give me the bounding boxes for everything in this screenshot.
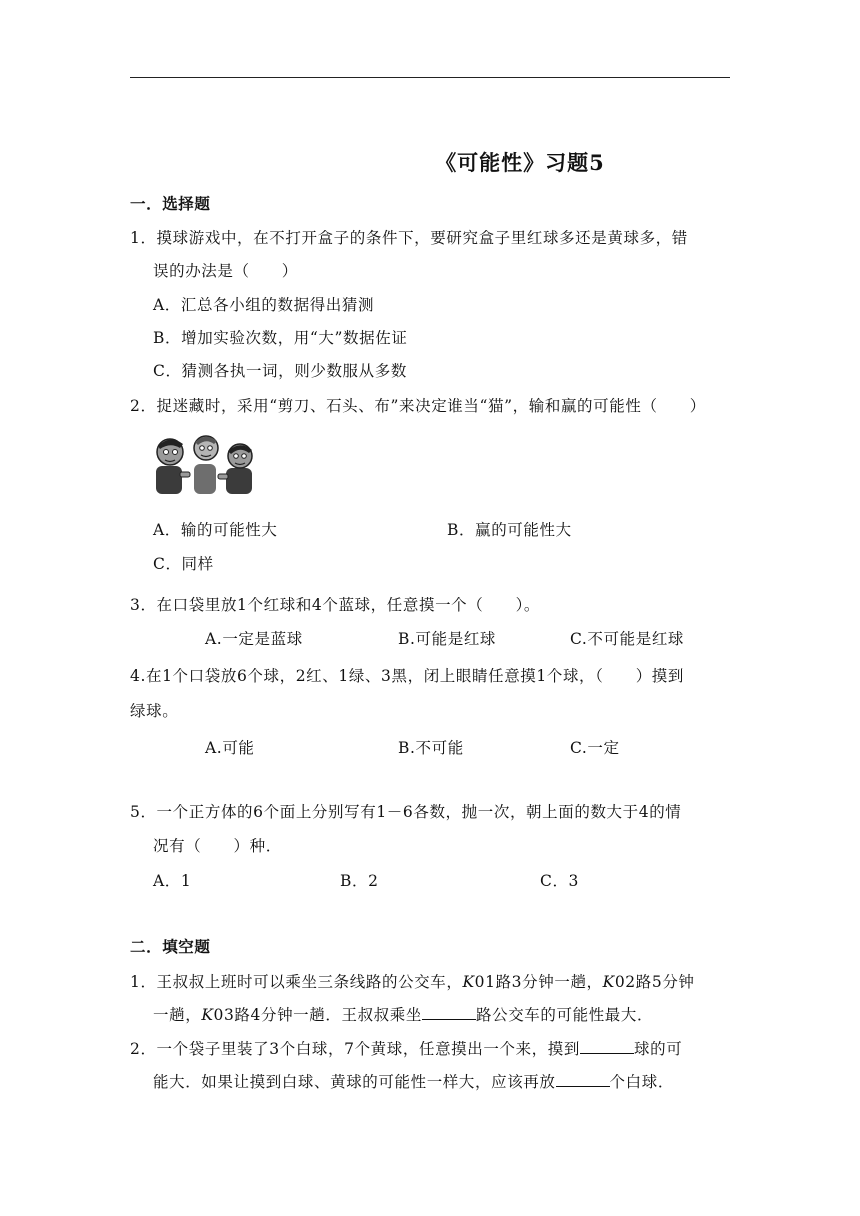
q2-option-a: A．输的可能性大 (153, 521, 278, 539)
header-rule (130, 77, 730, 78)
q3-option-b: B.可能是红球 (398, 630, 497, 648)
q4-stem-line2: 绿球。 (130, 702, 179, 720)
f2-text-a: 2．一个袋子里装了3个白球，7个黄球，任意摸出一个来，摸到 (130, 1040, 580, 1058)
q4-option-c: C.一定 (570, 739, 620, 757)
q3-stem: 3．在口袋里放1个红球和4个蓝球，任意摸一个（ ）。 (130, 596, 541, 614)
q1-option-c: C．猜测各执一词，则少数服从多数 (153, 362, 407, 380)
f1-text-e: 03路4分钟一趟．王叔叔乘坐 (213, 1006, 422, 1024)
section-heading-fill: 二．填空题 (130, 937, 211, 956)
q5-stem-line1: 5．一个正方体的6个面上分别写有1－6各数，抛一次，朝上面的数大于4的情 (130, 803, 682, 821)
f1-answer-blank[interactable] (422, 1005, 476, 1020)
q3-option-a: A.一定是蓝球 (205, 630, 303, 648)
q5-option-b: B．2 (340, 872, 379, 890)
q4-stem-line1: 4.在1个口袋放6个球，2红、1绿、3黑，闭上眼睛任意摸1个球，（ ）摸到 (130, 667, 685, 685)
q1-option-a: A．汇总各小组的数据得出猜测 (153, 296, 375, 314)
f1-line2 (153, 1003, 653, 1025)
q3-option-c: C.不可能是红球 (570, 630, 685, 648)
q1-stem-line2: 误的办法是（ ） (153, 262, 298, 280)
f2-text-c: 能大．如果让摸到白球、黄球的可能性一样大，应该再放 (153, 1073, 556, 1091)
f1-line1 (130, 970, 695, 992)
kids-illustration (150, 432, 262, 498)
f1-text-d: 一趟， (153, 1006, 202, 1024)
section-heading-choice: 一．选择题 (130, 194, 211, 213)
f2-answer-blank-1[interactable] (580, 1039, 634, 1054)
f1-route-k03-prefix: K (201, 1006, 214, 1024)
f2-line2 (153, 1070, 674, 1092)
f1-text-b: 01路3分钟一趟， (474, 973, 603, 991)
f1-route-k02-prefix: K (602, 973, 615, 991)
q4-option-a: A.可能 (205, 739, 255, 757)
f2-answer-blank-2[interactable] (556, 1072, 610, 1087)
q5-option-a: A．1 (153, 872, 192, 890)
q2-option-b: B．赢的可能性大 (447, 521, 572, 539)
f2-text-d: 个白球． (609, 1073, 674, 1091)
f2-text-b: 球的可 (634, 1040, 683, 1058)
page-title: 《可能性》习题5 (435, 150, 605, 175)
q5-option-c: C．3 (540, 872, 580, 890)
f1-text-f: 路公交车的可能性最大． (476, 1006, 654, 1024)
kid-middle-figure (194, 436, 218, 494)
q2-stem: 2．捉迷藏时，采用“剪刀、石头、布”来决定谁当“猫”，输和赢的可能性（ ） (130, 397, 706, 415)
f2-line1 (130, 1037, 682, 1059)
f1-text-c: 02路5分钟 (614, 973, 695, 991)
q4-option-b: B.不可能 (398, 739, 464, 757)
f1-text-a: 1．王叔叔上班时可以乘坐三条线路的公交车， (130, 973, 463, 991)
q2-option-c: C．同样 (153, 555, 214, 573)
f1-route-k01-prefix: K (462, 973, 475, 991)
q1-option-b: B．增加实验次数，用“大”数据佐证 (153, 329, 408, 347)
q5-stem-line2: 况有（ ）种． (153, 837, 282, 855)
kid-right-figure (218, 444, 252, 494)
q1-stem-line1: 1．摸球游戏中，在不打开盒子的条件下，要研究盒子里红球多还是黄球多，错 (130, 229, 688, 247)
kid-left-figure (156, 439, 190, 494)
